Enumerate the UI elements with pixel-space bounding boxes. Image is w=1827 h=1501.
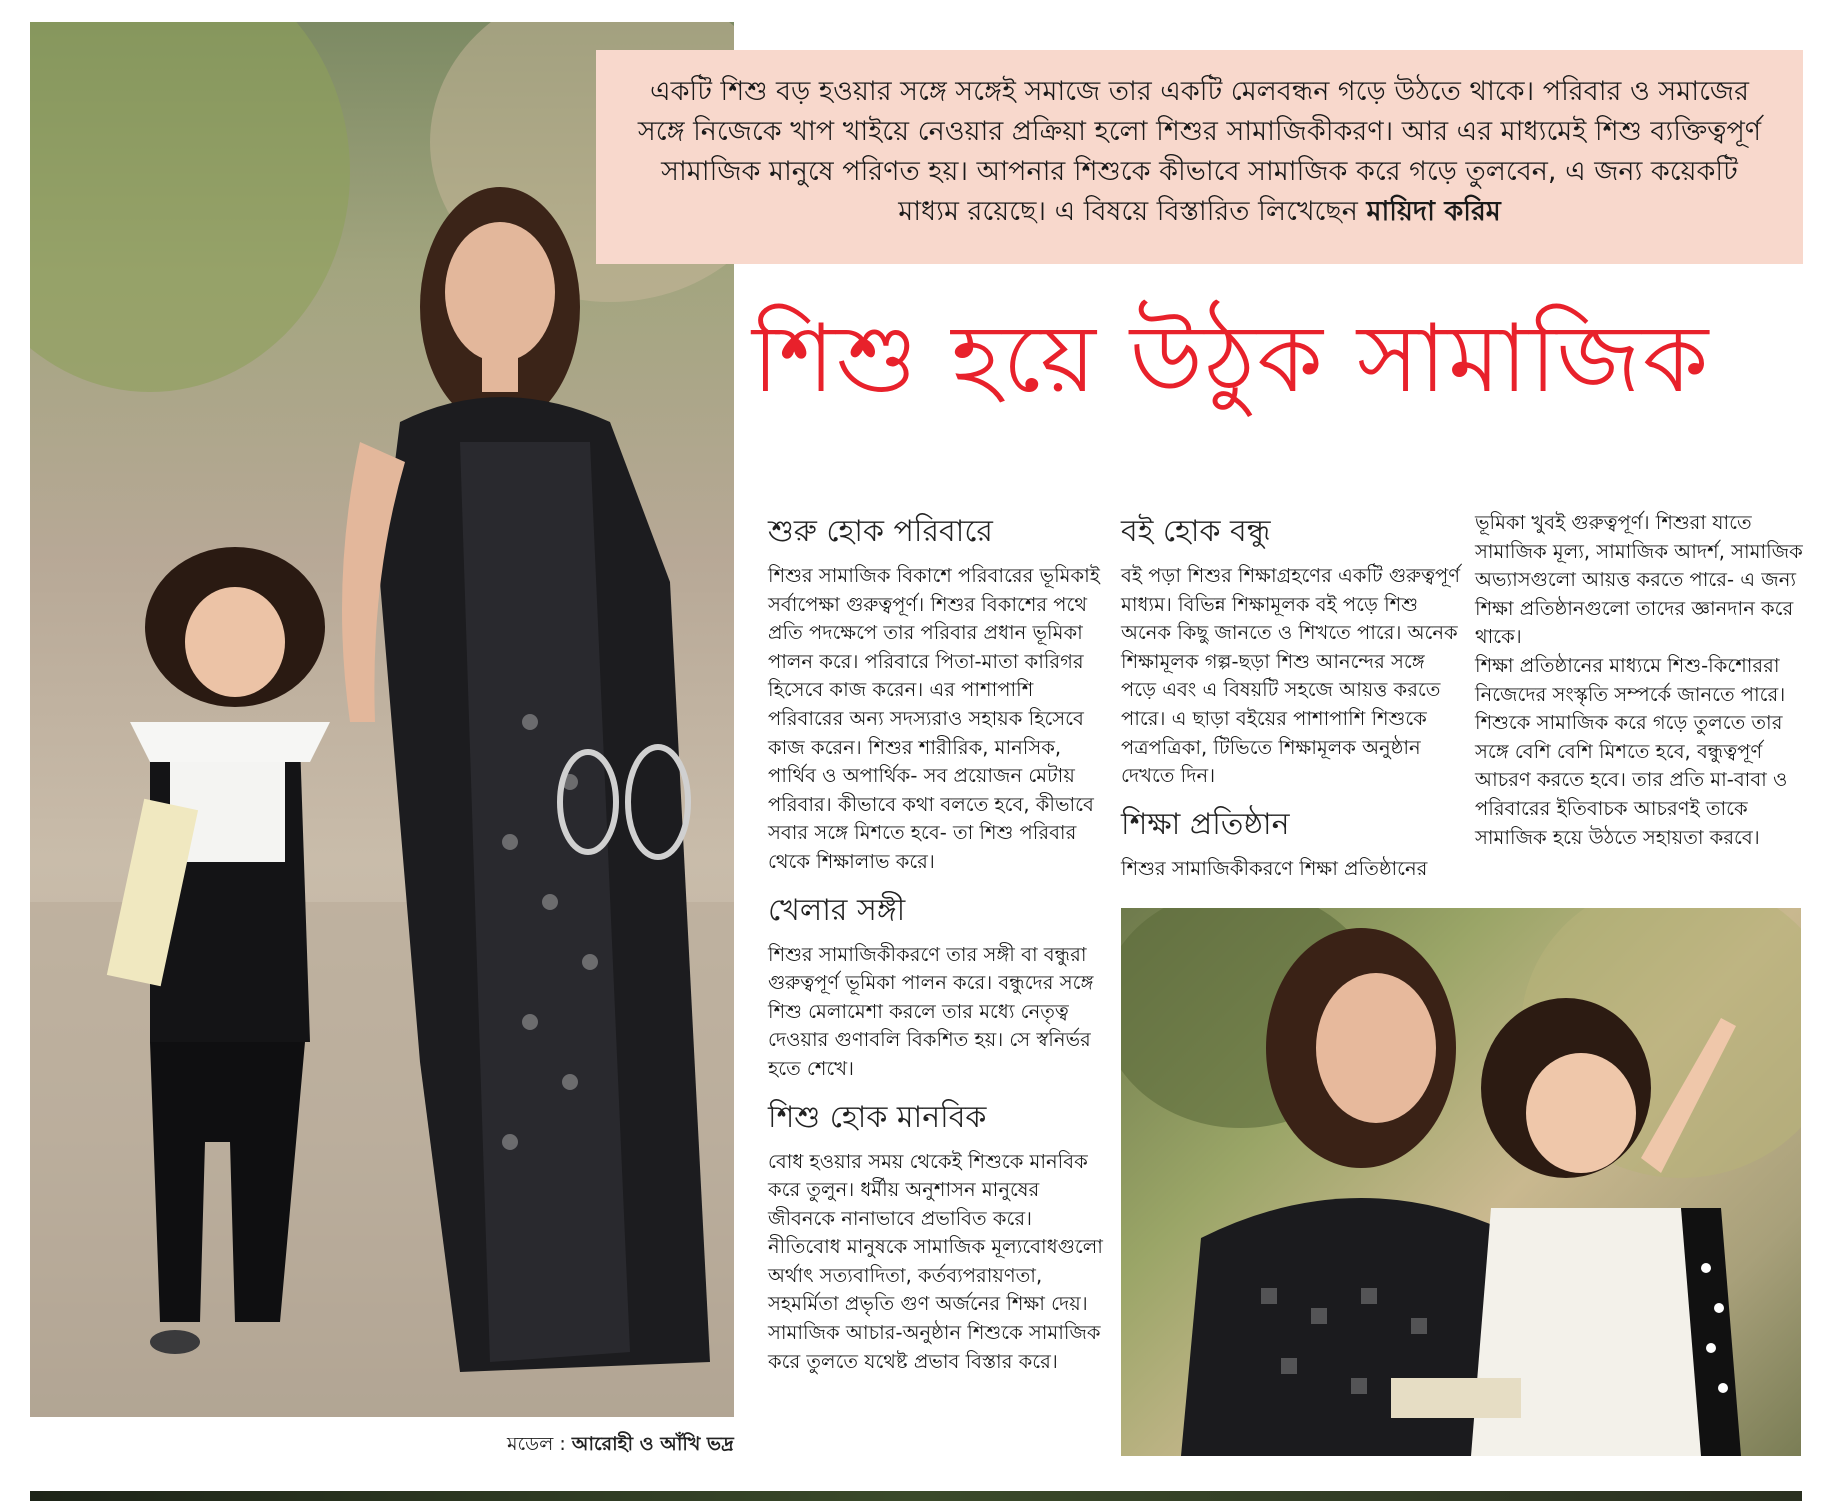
section-body-school-start: শিশুর সামাজিকীকরণে শিক্ষা প্রতিষ্ঠানের <box>1121 856 1428 880</box>
section-body-playmate: শিশুর সামাজিকীকরণে তার সঙ্গী বা বন্ধুরা গুরুত্বপূর্ণ ভূমিকা পালন করে। বন্ধুদের সঙ্গে শিশু মেলামেশা করলে তার মধ্যে নেতৃত্ব দেওয়ার গুণাবলি বিকশিত হয়। সে স্বনির্ভর হতে শেখে। <box>768 942 1094 1080</box>
section-body-school-cont2: শিক্ষা প্রতিষ্ঠানের মাধ্যমে শিশু-কিশোররা নিজেদের সংস্কৃতি সম্পর্কে জানতে পারে। শিশুকে সামাজিক করে গড়ে তুলতে তার সঙ্গে বেশি বেশি মিশতে হবে, বন্ধুত্বপূর্ণ আচরণ করতে হবে। তার প্রতি মা-বাবা ও পরিবারের ইতিবাচক আচরণই তাকে সামাজিক হয়ে উঠতে সহায়তা করবে। <box>1475 653 1788 849</box>
section-body-books: বই পড়া শিশুর শিক্ষাগ্রহণের একটি গুরুত্বপূর্ণ মাধ্যম। বিভিন্ন শিক্ষামূলক বই পড়ে শিশু অনেক কিছু জানতে ও শিখতে পারে। অনেক শিক্ষামূলক গল্প-ছড়া শিশু আনন্দের সঙ্গে পড়ে এবং এ বিষয়টি সহজে আয়ত্ত করতে পারে। এ ছাড়া বইয়ের পাশাপাশি শিশুকে পত্রপত্রিকা, টিভিতে শিক্ষামূলক অনুষ্ঠান দেখতে দিন। <box>1121 564 1461 788</box>
photo-credit-names: আরোহী ও আঁখি ভদ্র <box>571 1433 734 1455</box>
article-column-1 <box>768 512 1108 1376</box>
section-title-school: শিক্ষা প্রতিষ্ঠান <box>1121 806 1290 842</box>
section-body-humane: বোধ হওয়ার সময় থেকেই শিশুকে মানবিক করে তুলুন। ধর্মীয় অনুশাসন মানুষের জীবনকে নানাভাবে প্রভাবিত করে। নীতিবোধ মানুষকে সামাজিক মূল্যবোধগুলো অর্থাৎ সত্যবাদিতা, কর্তব্যপরায়ণতা, সহমর্মিতা প্রভৃতি গুণ অর্জনের শিক্ষা দেয়। সামাজিক আচার-অনুষ্ঠান শিশুকে সামাজিক করে তুলতে যথেষ্ট প্রভাব বিস্তার করে। <box>768 1149 1103 1373</box>
headline: শিশু হয়ে উঠুক সামাজিক <box>752 305 1711 414</box>
section-title-playmate: খেলার সঙ্গী <box>768 892 906 928</box>
bottom-photo-strip <box>30 1491 1802 1501</box>
section-title-family: শুরু হোক পরিবারে <box>768 514 993 549</box>
section-body-family: শিশুর সামাজিক বিকাশে পরিবারের ভূমিকাই সর্বাপেক্ষা গুরুত্বপূর্ণ। শিশুর বিকাশের পথে প্রতি পদক্ষেপে তার পরিবার প্রধান ভূমিকা পালন করে। পরিবারে পিতা-মাতা কারিগর হিসেবে কাজ করেন। এর পাশাপাশি পরিবারের অন্য সদস্যরাও সহায়ক হিসেবে কাজ করেন। শিশুর শারীরিক, মানসিক, পার্থিব ও অপার্থিক- সব প্রয়োজন মেটায় পরিবার। কীভাবে কথা বলতে হবে, কীভাবে সবার সঙ্গে মিশতে হবে- তা শিশু পরিবার থেকে শিক্ষালাভ করে। <box>768 564 1100 873</box>
intro-author: মায়িদা করিম <box>1366 196 1501 227</box>
section-title-humane: শিশু হোক মানবিক <box>768 1099 987 1135</box>
article-column-3 <box>1475 509 1803 852</box>
photo-credit <box>507 1430 734 1462</box>
intro-text: একটি শিশু বড় হওয়ার সঙ্গে সঙ্গেই সমাজে তার একটি মেলবন্ধন গড়ে উঠতে থাকে। পরিবার ও সমাজের সঙ্গে নিজেকে খাপ খাইয়ে নেওয়ার প্রক্রিয়া হলো শিশুর সামাজিকীকরণ। আর এর মাধ্যমেই শিশু ব্যক্তিত্বপূর্ণ সামাজিক মানুষে পরিণত হয়। আপনার শিশুকে কীভাবে সামাজিক করে গড়ে তুলবেন, এ জন্য কয়েকটি মাধ্যম রয়েছে। এ বিষয়ে বিস্তারিত লিখেছেন <box>637 76 1762 227</box>
section-title-books: বই হোক বন্ধু <box>1121 514 1271 549</box>
inset-photo-mother-daughter <box>1121 908 1801 1456</box>
intro-box <box>596 50 1803 264</box>
photo-credit-label: মডেল : <box>507 1433 566 1455</box>
inset-photo-illustration <box>1121 908 1801 1456</box>
section-body-school-cont: ভূমিকা খুবই গুরুত্বপূর্ণ। শিশুরা যাতে সামাজিক মূল্য, সামাজিক আদর্শ, সামাজিক অভ্যাসগুলো আয়ত্ত করতে পারে- এ জন্য শিক্ষা প্রতিষ্ঠানগুলো তাদের জ্ঞানদান করে থাকে। <box>1475 511 1803 649</box>
article-column-2 <box>1121 512 1461 883</box>
